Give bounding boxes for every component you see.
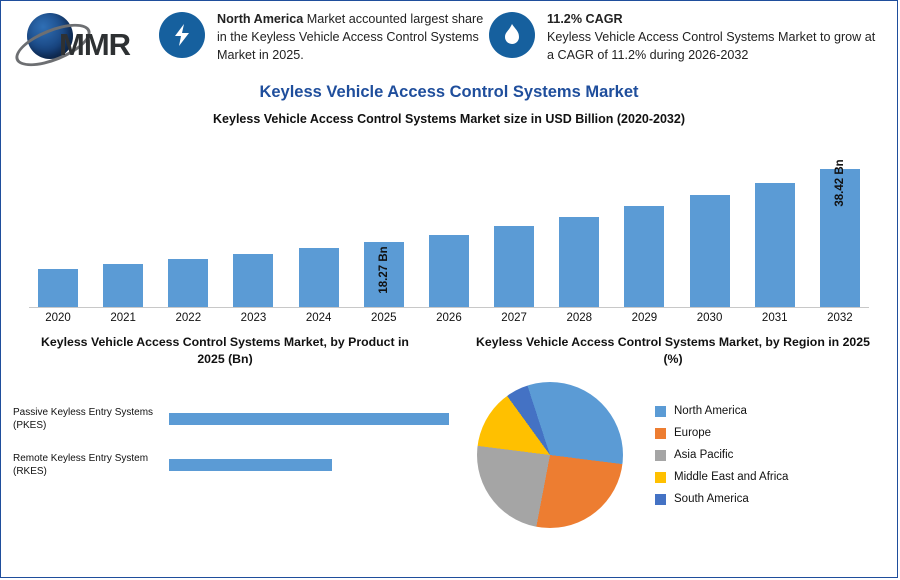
legend-item: [655, 405, 788, 417]
legend-label: South America: [674, 493, 749, 506]
bar-column: [615, 146, 673, 308]
header: [1, 1, 897, 79]
bar-column: [290, 146, 348, 308]
bar-chart-x-labels: [29, 312, 869, 324]
legend-label: North America: [674, 405, 747, 418]
legend-item: [655, 427, 788, 439]
bar-series: [29, 146, 869, 308]
product-bar: [169, 459, 332, 471]
x-axis-label: 2032: [827, 312, 853, 324]
bar-column: [550, 146, 608, 308]
region-panel: [449, 334, 897, 528]
highlight-cagr: [489, 9, 879, 65]
bar-column: [681, 146, 739, 308]
bar-column: [159, 146, 217, 308]
product-bar-label: Remote Keyless Entry System (RKES): [13, 453, 149, 478]
logo-text: MMR: [59, 27, 131, 62]
region-legend: [655, 405, 788, 505]
bar-column: [746, 146, 804, 308]
x-axis-label: 2026: [436, 312, 462, 324]
lightning-bolt-icon: [159, 12, 205, 58]
region-pie-chart: [477, 382, 623, 528]
highlight-north-america-rest: Market accounted largest share in the Keyless Vehicle Access Control Systems Market in 2025.: [217, 12, 484, 62]
x-axis-label: 2024: [305, 312, 332, 324]
bar: [233, 254, 273, 308]
product-horizontal-bars: [1, 396, 449, 488]
bar: [364, 242, 404, 308]
bar-column: [355, 146, 413, 308]
highlight-cagr-lead: 11.2% CAGR: [547, 12, 623, 26]
bar: [38, 269, 78, 308]
x-axis-label: 2020: [45, 312, 71, 324]
bar: [559, 217, 599, 308]
highlight-north-america-lead: North America: [217, 12, 304, 26]
x-axis-label: 2025: [370, 312, 397, 324]
x-axis-line: [29, 307, 869, 308]
legend-item: [655, 449, 788, 461]
bar: [299, 248, 339, 308]
bar: [820, 159, 860, 308]
region-panel-title: Keyless Vehicle Access Control Systems Market, by Region in 2025 (%): [476, 335, 870, 367]
legend-label: Asia Pacific: [674, 449, 734, 462]
growth-flame-icon: [489, 12, 535, 58]
bar-column: [94, 146, 152, 308]
bar-column: [811, 146, 869, 308]
company-logo: [11, 9, 159, 77]
chart-subtitle: Keyless Vehicle Access Control Systems Market size in USD Billion (2020-2032): [213, 112, 685, 126]
bar-value-label: 18.27 Bn: [377, 246, 390, 294]
legend-swatch: [655, 406, 666, 417]
x-axis-label: 2031: [761, 312, 788, 324]
legend-item: [655, 493, 788, 505]
x-axis-label: 2028: [566, 312, 593, 324]
legend-item: [655, 471, 788, 483]
product-bar-row: [9, 442, 449, 488]
x-axis-label: 2029: [631, 312, 658, 324]
bar: [755, 183, 795, 308]
product-bar-label: Passive Keyless Entry Systems (PKES): [13, 407, 154, 432]
legend-swatch: [655, 494, 666, 505]
product-bar-track: [169, 459, 449, 471]
x-axis-label: 2022: [175, 312, 202, 324]
legend-label: Middle East and Africa: [674, 471, 789, 484]
bar-column: [29, 146, 87, 308]
page-title: Keyless Vehicle Access Control Systems Market: [259, 83, 639, 101]
highlight-north-america-text: [217, 9, 489, 65]
legend-swatch: [655, 428, 666, 439]
bar: [494, 226, 534, 308]
legend-swatch: [655, 450, 666, 461]
product-bar-row: [9, 396, 449, 442]
bar-value-label: 38.42 Bn: [833, 159, 846, 207]
bar: [624, 206, 664, 308]
legend-swatch: [655, 472, 666, 483]
legend-label: Europe: [674, 427, 712, 440]
bar-column: [485, 146, 543, 308]
highlight-north-america: [159, 9, 489, 65]
bar: [429, 235, 469, 308]
bar: [690, 195, 730, 308]
bar-column: [420, 146, 478, 308]
bar: [168, 259, 208, 308]
product-panel-title: Keyless Vehicle Access Control Systems Market, by Product in 2025 (Bn): [41, 335, 409, 367]
x-axis-label: 2027: [501, 312, 527, 324]
market-size-bar-chart: [29, 140, 869, 308]
product-bar: [169, 413, 449, 425]
region-pie-wrap: [449, 382, 897, 528]
lower-section: [1, 334, 897, 528]
highlight-cagr-rest: Keyless Vehicle Access Control Systems Market to grow at a CAGR of 11.2% during 2026-2032: [547, 29, 876, 62]
bar-column: [224, 146, 282, 308]
x-axis-label: 2030: [696, 312, 723, 324]
product-panel: [1, 334, 449, 528]
x-axis-label: 2021: [110, 312, 136, 324]
bar: [103, 264, 143, 308]
x-axis-label: 2023: [240, 312, 267, 324]
highlight-cagr-text: [547, 9, 879, 65]
product-bar-track: [169, 413, 449, 425]
